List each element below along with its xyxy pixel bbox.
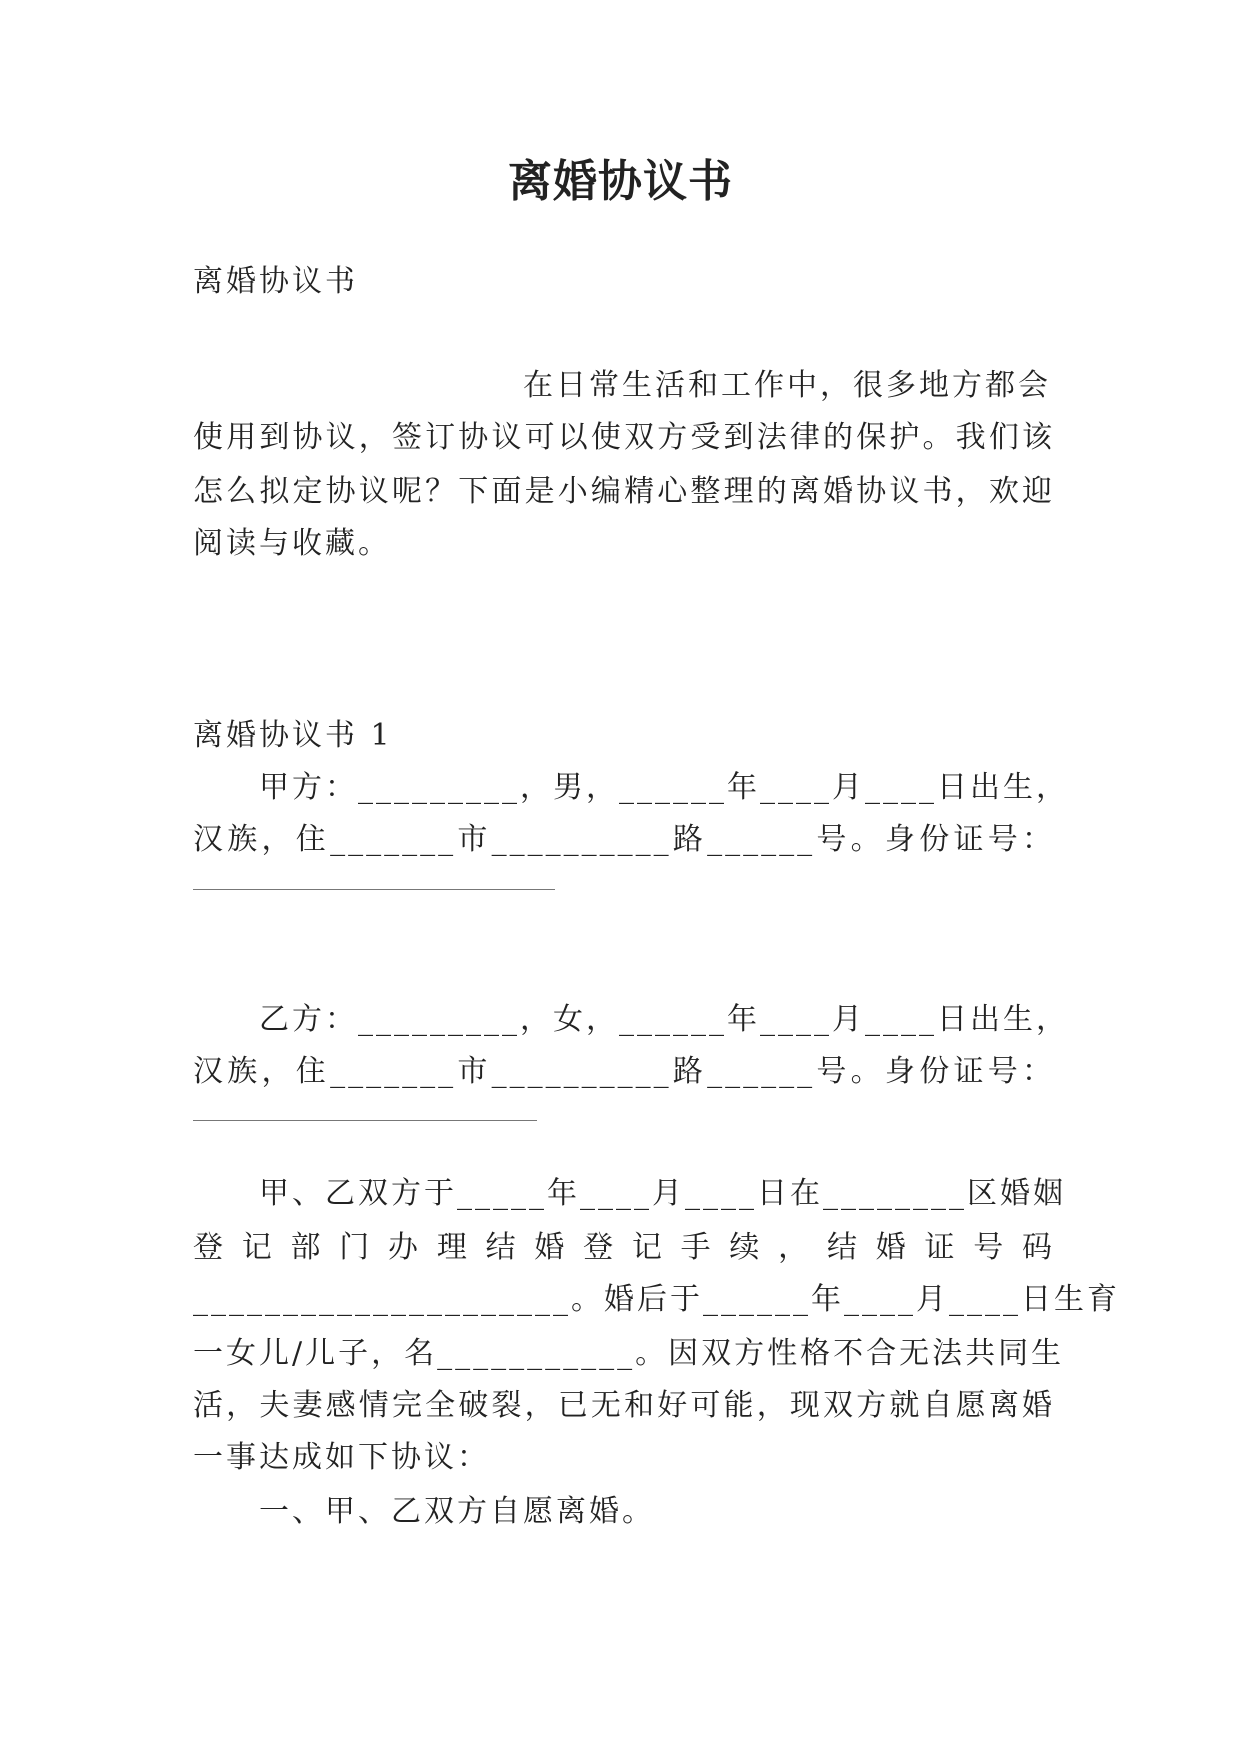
party-b-line-2: 汉族，住_______市__________路______号。身份证号： xyxy=(193,1054,1055,1089)
intro-line-4: 阅读与收藏。 xyxy=(193,526,391,561)
marriage-line-6: 一事达成如下协议： xyxy=(193,1440,490,1475)
marriage-line-3: _____________________。婚后于______年____月____日生育 xyxy=(193,1282,1120,1317)
intro-line-1: 在日常生活和工作中，很多地方都会 xyxy=(523,368,1051,403)
intro-line-3: 怎么拟定协议呢？下面是小编精心整理的离婚协议书，欢迎 xyxy=(193,474,1055,509)
document-subtitle: 离婚协议书 xyxy=(193,264,358,299)
marriage-line-2: 登记部门办理结婚登记手续，结婚证号码 xyxy=(193,1230,1055,1265)
marriage-line-4: 一女儿/儿子，名___________。因双方性格不合无法共同生 xyxy=(193,1336,1065,1371)
marriage-line-1: 甲、乙双方于_____年____月____日在________区婚姻 xyxy=(259,1176,1066,1211)
marriage-line-5: 活，夫妻感情完全破裂，已无和好可能，现双方就自愿离婚 xyxy=(193,1388,1055,1423)
section-heading: 离婚协议书 1 xyxy=(193,718,393,753)
document-title: 离婚协议书 xyxy=(508,156,733,207)
party-a-line-1: 甲方：_________，男，______年____月____日出生， xyxy=(259,770,1069,805)
clause-1: 一、甲、乙双方自愿离婚。 xyxy=(259,1494,655,1529)
party-b-line-1: 乙方：_________，女，______年____月____日出生， xyxy=(259,1002,1069,1037)
party-a-line-2: 汉族，住_______市__________路______号。身份证号： xyxy=(193,822,1055,857)
intro-line-2: 使用到协议，签订协议可以使双方受到法律的保护。我们该 xyxy=(193,420,1055,455)
party-a-id-blank xyxy=(193,889,555,890)
party-b-id-blank xyxy=(193,1120,537,1121)
